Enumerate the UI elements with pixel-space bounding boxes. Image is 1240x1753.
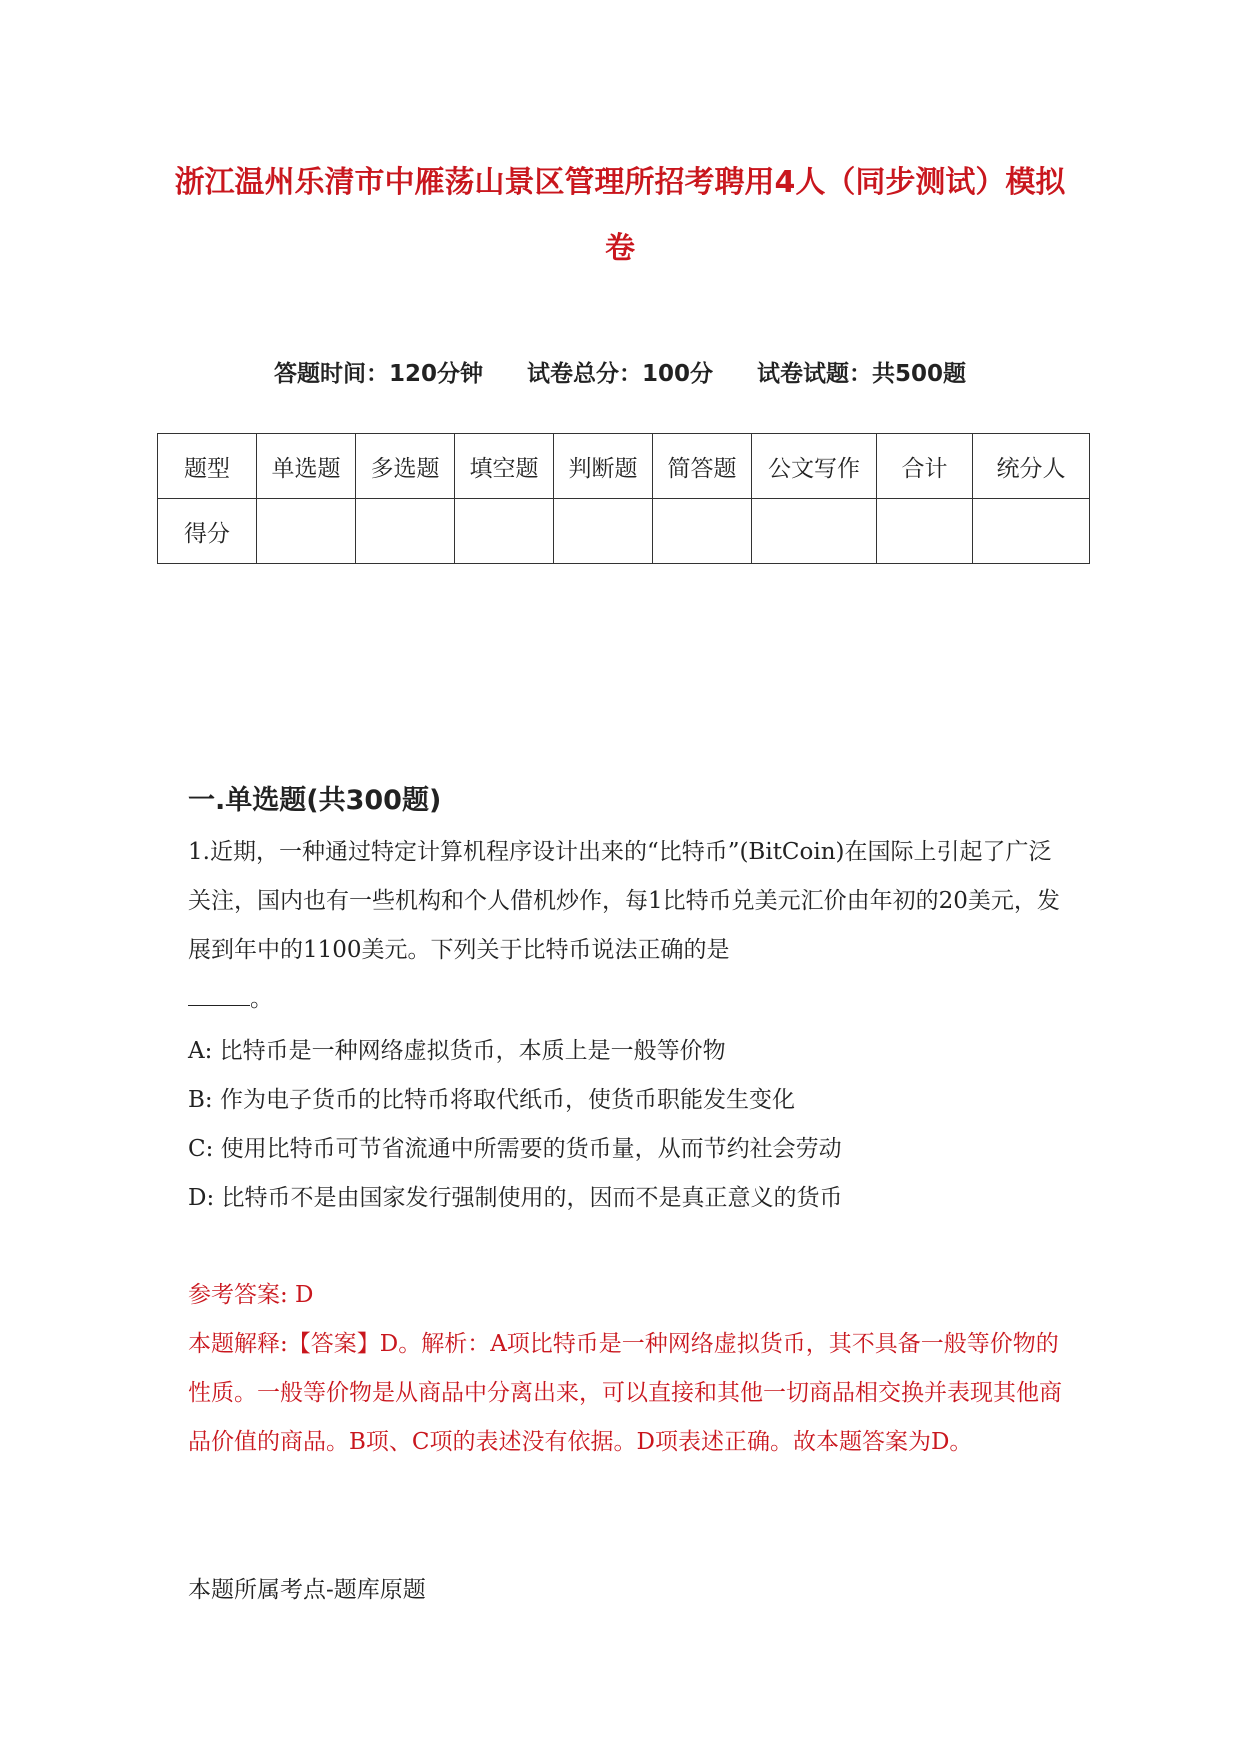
score-table-header-row [158,434,1090,499]
exam-time: 答题时间：120分钟 [273,361,483,387]
score-cell[interactable] [356,499,455,564]
option-a: A: 比特币是一种网络虚拟货币，本质上是一般等价物 [188,1038,726,1064]
exam-title: 浙江温州乐清市中雁荡山景区管理所招考聘用4人（同步测试）模拟卷 [174,165,1066,266]
score-table-score-row [158,499,1090,564]
question-options [188,1027,843,1223]
score-cell[interactable] [455,499,554,564]
exam-total-score: 试卷总分：100分 [526,361,713,387]
question-text: 1.近期，一种通过特定计算机程序设计出来的“比特币”(BitCoin)在国际上引起了广泛关注，国内也有一些机构和个人借机炒作，每1比特币兑美元汇价由年初的20美元，发展到年中的1100美元。下列关于比特币说法正确的是 [188,839,1060,963]
reference-answer: 参考答案: D [188,1282,314,1308]
option-b: B: 作为电子货币的比特币将取代纸币，使货币职能发生变化 [188,1087,795,1113]
option-c: C: 使用比特币可节省流通中所需要的货币量，从而节约社会劳动 [188,1136,842,1162]
answer-blank [188,975,250,1006]
score-cell[interactable] [257,499,356,564]
question-stem [188,828,1068,1024]
answer-explanation: 本题解释:【答案】D。解析：A项比特币是一种网络虚拟货币，其不具备一般等价物的性质。一般等价物是从商品中分离出来，可以直接和其他一切商品相交换并表现其他商品价值的商品。B项、C项的表述没有依据。D项表述正确。故本题答案为D。 [188,1331,1062,1455]
score-cell[interactable] [554,499,653,564]
score-header-cell: 合计 [877,434,973,499]
option-d: D: 比特币不是由国家发行强制使用的，因而不是真正意义的货币 [188,1185,843,1211]
score-header-cell: 多选题 [356,434,455,499]
score-header-cell: 简答题 [653,434,752,499]
score-header-cell: 题型 [158,434,257,499]
score-header-cell: 公文写作 [752,434,877,499]
score-header-cell: 判断题 [554,434,653,499]
score-header-cell: 统分人 [973,434,1090,499]
score-cell[interactable] [653,499,752,564]
section-title: 一.单选题(共300题) [188,785,442,816]
question-end-mark: 。 [250,986,273,1012]
score-cell[interactable] [877,499,973,564]
question-blank-line [188,975,1068,1024]
score-cell[interactable] [752,499,877,564]
score-header-cell: 单选题 [257,434,356,499]
answer-block [188,1271,1068,1467]
exam-question-count: 试卷试题：共500题 [757,361,967,387]
exam-meta [0,355,1240,388]
score-row-label: 得分 [158,499,257,564]
score-table [157,433,1090,564]
score-header-cell: 填空题 [455,434,554,499]
score-cell[interactable] [973,499,1090,564]
question-topic: 本题所属考点-题库原题 [188,1577,426,1603]
